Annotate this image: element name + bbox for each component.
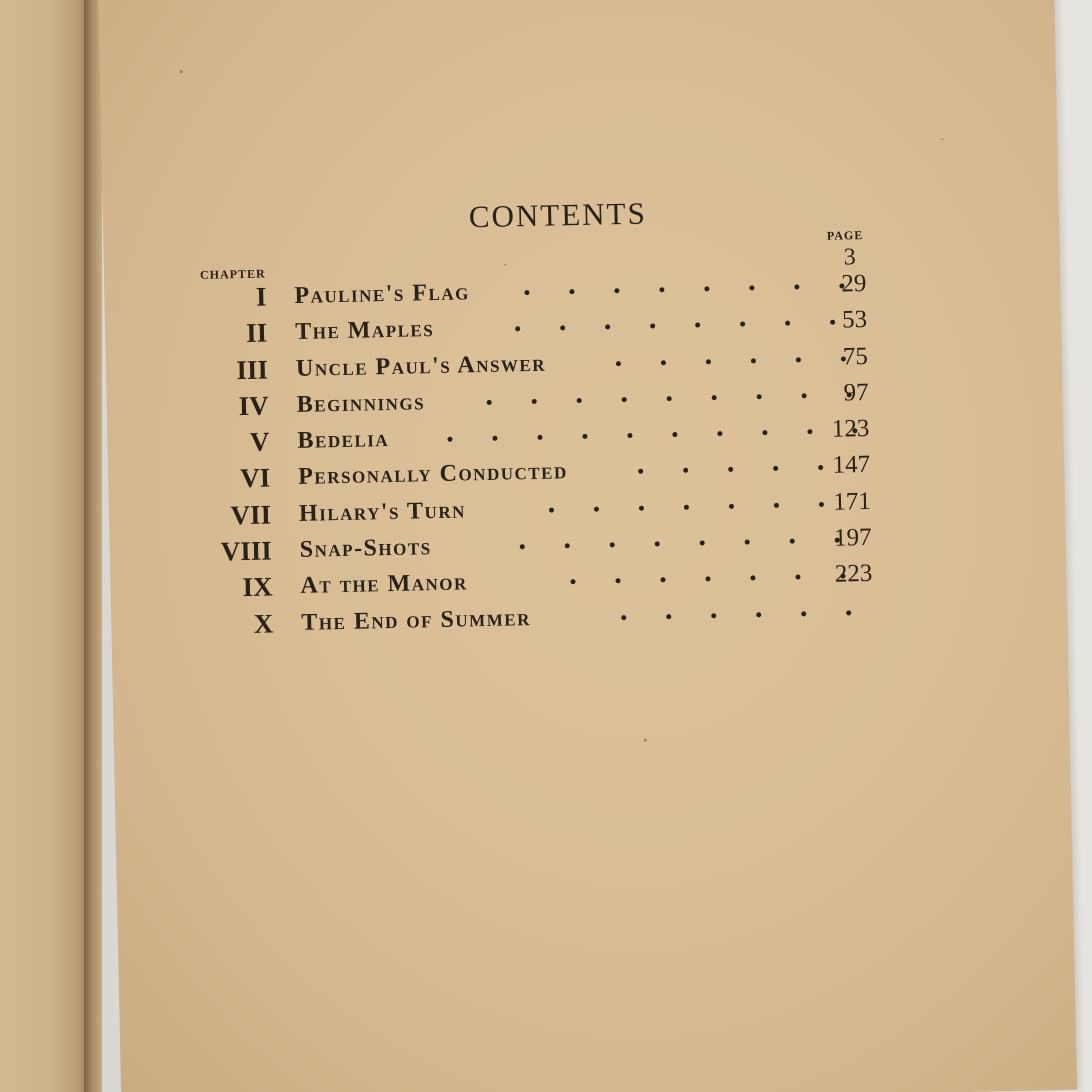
chapter-numeral: V [249,426,270,458]
leader-dot [492,436,497,441]
leader-dot [830,320,835,325]
chapter-page-number: 197 [833,523,872,552]
chapter-page-number: 75 [842,342,869,371]
leader-dot [569,289,574,294]
leader-dot [487,400,492,405]
leader-dot [610,542,615,547]
leader-dot [667,396,672,401]
leader-dot [570,580,575,585]
leader-dot [818,465,823,470]
leader-dot [537,435,542,440]
leader-dot [773,466,778,471]
leader-dot [807,429,812,434]
table-of-contents [199,192,873,642]
leader-dot [801,611,806,616]
leader-dot [638,469,643,474]
leader-dot [846,610,851,615]
chapter-page-number: 223 [834,560,873,589]
chapter-title: Uncle Paul's Answer [295,350,547,382]
chapter-numeral: II [245,317,268,349]
leader-dot [712,395,717,400]
leader-dot [549,507,554,512]
paper-speck [941,138,943,140]
leader-dot [615,579,620,584]
chapter-page-number: 97 [843,378,869,407]
leader-dot [614,288,619,293]
leader-dot [706,359,711,364]
book-gutter [84,0,102,1092]
first-page-number: 3 [843,244,857,271]
leader-dot [711,613,716,618]
chapter-title: At the Manor [300,569,469,600]
leader-dot [695,323,700,328]
leader-dot [621,615,626,620]
leader-dot [594,506,599,511]
leader-dot [622,397,627,402]
leader-dot [605,325,610,330]
chapter-numeral: VI [239,462,271,494]
leader-dot [745,540,750,545]
leader-dot [774,503,779,508]
chapter-page-number: 171 [833,487,872,516]
leader-dot [655,541,660,546]
chapter-page-number: 29 [841,269,867,298]
leader-dot [639,505,644,510]
leader-dot [819,502,824,507]
chapter-numeral: VII [230,499,272,531]
leader-dot [785,321,790,326]
leader-dot [750,576,755,581]
leader-dot [756,612,761,617]
chapter-title: The End of Summer [301,604,532,636]
chapter-title: Beginnings [296,389,426,418]
paper-speck [180,70,183,73]
leader-dot [582,434,587,439]
page-column-heading: PAGE [826,228,864,243]
leader-dot [802,393,807,398]
leader-dot [661,360,666,365]
chapter-page-number: 123 [831,415,870,443]
leader-dot [683,468,688,473]
chapter-title: Pauline's Flag [294,279,471,309]
leader-dot [447,437,452,442]
leader-dot [650,324,655,329]
leader-dot [660,578,665,583]
leader-dot [790,539,795,544]
leader-dot [672,432,677,437]
leader-dot [532,399,537,404]
leader-dot [560,326,565,331]
chapter-numeral: IV [238,390,270,422]
contents-page [98,0,1077,1092]
chapter-numeral: I [255,281,267,312]
chapter-page-number: 147 [832,451,871,480]
chapter-title: Personally Conducted [297,458,568,491]
leader-dot [565,543,570,548]
leader-dot [729,504,734,509]
chapter-numeral: VIII [220,535,273,567]
leader-dot [717,431,722,436]
leader-dot [740,322,745,327]
chapter-numeral: IX [242,571,273,603]
leader-dot [666,614,671,619]
chapter-title: Snap-Shots [299,534,432,563]
chapter-numeral: III [236,354,269,385]
chapter-title: The Maples [294,316,435,346]
leader-dot [700,540,705,545]
chapter-page-number: 53 [841,306,868,334]
leader-dot [704,286,709,291]
leader-dot [520,544,525,549]
chapter-title: Bedelia [297,426,390,455]
leader-dot [515,327,520,332]
page-title: CONTENTS [468,195,648,235]
leader-dot [705,577,710,582]
chapter-column-heading: CHAPTER [199,266,266,282]
leader-dot [659,287,664,292]
leader-dot [757,394,762,399]
leader-dot [749,285,754,290]
leader-dot [751,358,756,363]
leader-dot [795,575,800,580]
chapter-list [214,266,873,642]
leader-dot [577,398,582,403]
leader-dot [524,290,529,295]
facing-page [0,0,92,1092]
leader-dot [762,430,767,435]
leader-dot [616,361,621,366]
paper-speck [644,739,647,742]
chapter-title: Hilary's Turn [298,497,467,527]
chapter-numeral: X [253,608,274,639]
leader-dot [796,357,801,362]
leader-dot [627,433,632,438]
leader-dot [728,467,733,472]
leader-dot [684,505,689,510]
leader-dot [794,284,799,289]
